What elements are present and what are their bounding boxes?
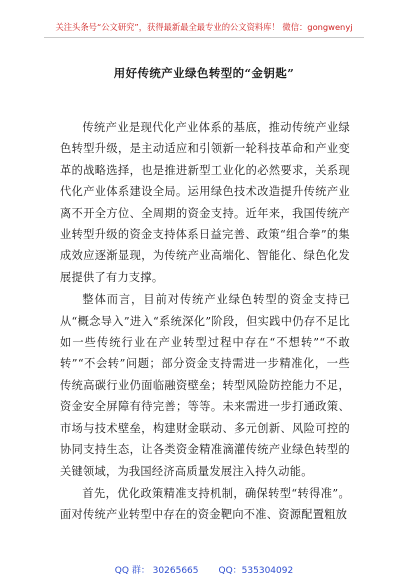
footer-contact [0,563,408,576]
document-body [60,117,350,526]
document-title: 用好传统产业绿色转型的“金钥匙” [113,66,295,80]
header-divider [44,37,364,38]
footer-qq-number: QQ：535304092 [218,566,294,576]
paragraph-1: 传统产业是现代化产业体系的基底，推动传统产业绿色转型升级，是主动适应和引领新一轮科技革命和产业变革的战略选择，也是推进新型工业化的必然要求，关系现代化产业体系建设全局。运用绿色技术改造提升传统产业离不开全方位、全周期的资金支持。近年来，我国传统产业转型升级的资金支持体系日益完善、政策“组合拳”的集成效应逐渐显现，为传统产业高端化、智能化、绿色化发展提供了有力支撑。 [60,121,350,284]
footer-qq-group: QQ 群： 30265665 [114,566,199,576]
paragraph-2: 整体而言，目前对传统产业绿色转型的资金支持已从“概念导入”进入“系统深化”阶段，但实践中仍存不足比如一些传统行业在产业转型过程中存在“不想转”“不敢转”“不会转”问题；部分资金支持需进一步精准化，一些传统高碳行业仍面临融资壁垒；转型风险防控能力不足，资金安全屏障有待完善；等等。未来需进一步打通政策、市场与技术壁垒，构建财金联动、多元创新、风险可控的协同支持生态，让各类资金精准滴灌传统产业绿色转型的关键领域，为我国经济高质量发展注入持久动能。 [60,293,350,478]
header-promo-note: 关注头条号“公文研究”，获得最新最全最专业的公文资料库！ 微信：gongwenyj [55,22,353,32]
paragraph-3: 首先，优化政策精准支持机制，确保转型“转得准”。面对传统产业转型中存在的资金靶向不准、资源配置粗放 [60,486,350,522]
